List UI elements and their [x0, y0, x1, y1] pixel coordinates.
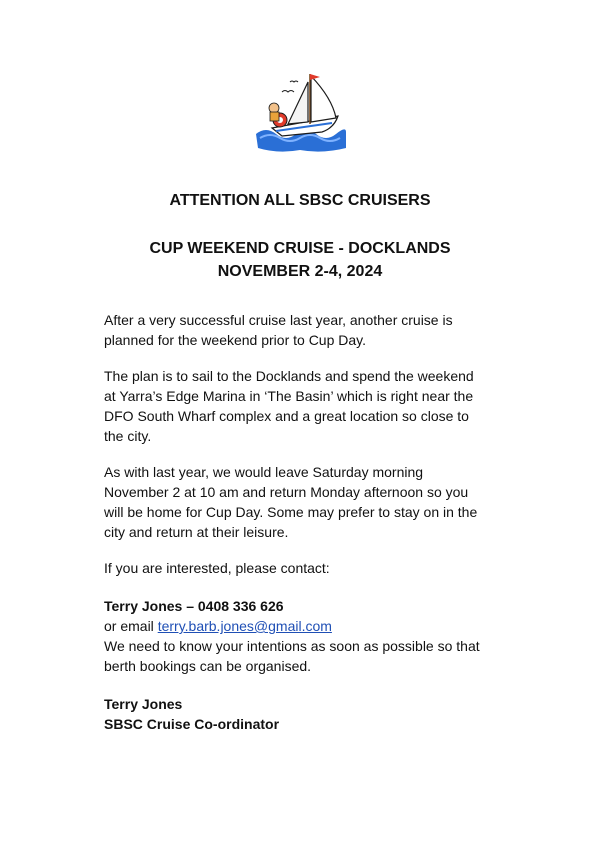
plan-line: at Yarra’s Edge Marina in ‘The Basin’ which is right near the: [104, 388, 474, 404]
contact-note-line: We need to know your intentions as soon as possible so that: [104, 638, 480, 654]
intro-paragraph: [104, 310, 504, 350]
contact-note-line: berth bookings can be organised.: [104, 658, 312, 674]
plan-line: the city.: [104, 428, 152, 444]
attention-heading: ATTENTION ALL SBSC CRUISERS: [169, 192, 431, 209]
intro-line: After a very successful cruise last year, another cruise is: [104, 312, 453, 328]
plan-line: DFO South Wharf complex and a great location so close to: [104, 408, 469, 424]
plan-paragraph: [104, 366, 504, 446]
schedule-line: will be home for Cup Day. Some may prefer to stay on in the: [104, 504, 478, 520]
contact-name-phone: Terry Jones – 0408 336 626: [104, 598, 284, 614]
schedule-line: November 2 at 10 am and return Monday afternoon so you: [104, 484, 469, 500]
contact-block: [104, 596, 504, 676]
signature-title: SBSC Cruise Co-ordinator: [104, 716, 280, 732]
schedule-paragraph: [104, 462, 504, 542]
plan-line: The plan is to sail to the Docklands and spend the weekend: [104, 368, 474, 384]
signature-name: Terry Jones: [104, 696, 183, 712]
sailboat-icon: [252, 68, 347, 153]
signature-block: [104, 694, 504, 734]
interest-paragraph: If you are interested, please contact:: [104, 560, 330, 576]
email-line: [104, 616, 504, 636]
intro-line: planned for the weekend prior to Cup Day.: [104, 332, 367, 348]
event-dates: NOVEMBER 2-4, 2024: [217, 263, 383, 280]
email-link[interactable]: terry.barb.jones@gmail.com: [157, 618, 332, 634]
email-prefix: or email: [104, 618, 158, 634]
event-title: CUP WEEKEND CRUISE - DOCKLANDS: [149, 240, 451, 257]
schedule-line: city and return at their leisure.: [104, 524, 289, 540]
schedule-line: As with last year, we would leave Saturday morning: [104, 464, 424, 480]
